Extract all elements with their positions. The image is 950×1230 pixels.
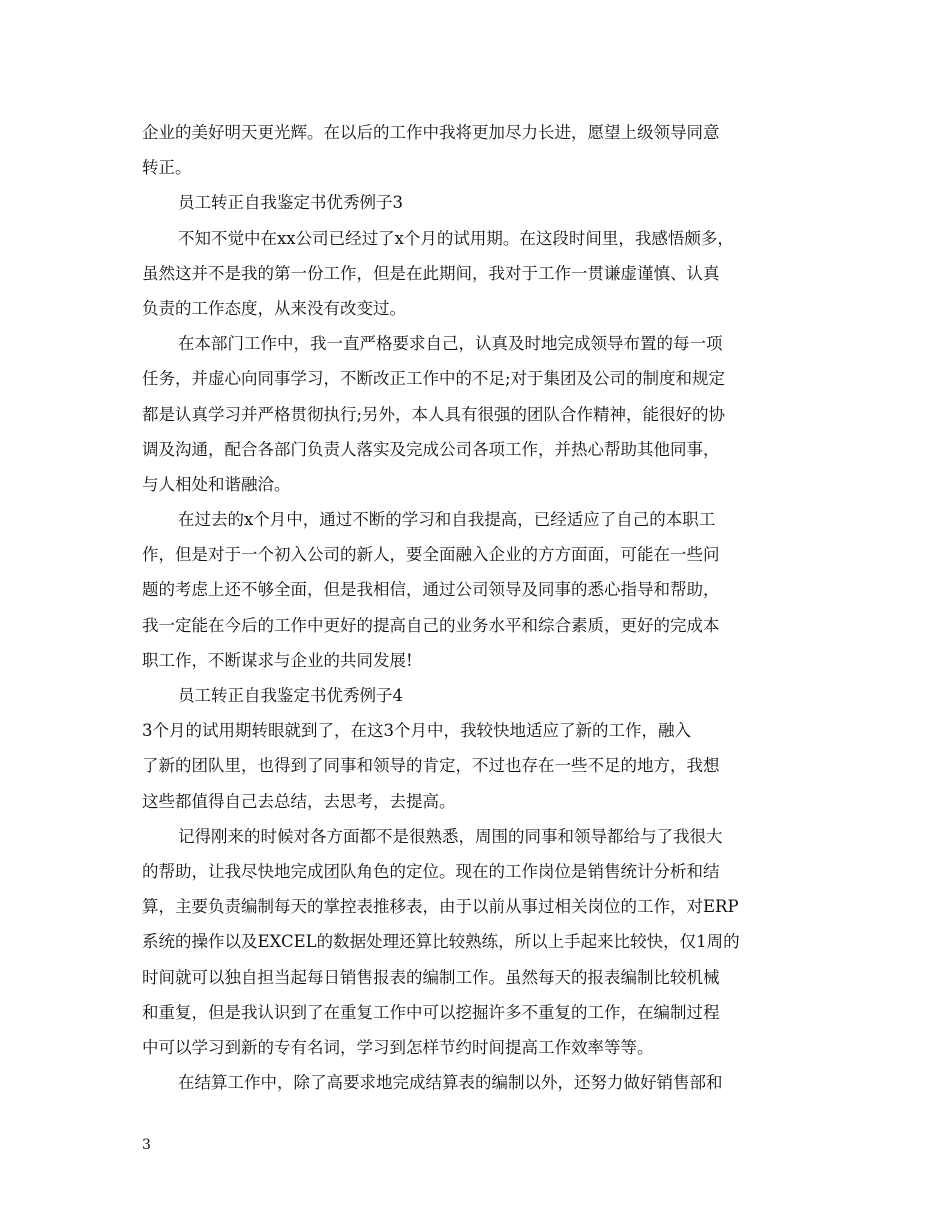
text-line: 算，主要负责编制每天的掌控表推移表，由于以前从事过相关岗位的工作，对ERP xyxy=(142,897,739,917)
text-line: 时间就可以独自担当起每日销售报表的编制工作。虽然每天的报表编制比较机械 xyxy=(142,967,720,987)
text-line: 负责的工作态度，从来没有改变过。 xyxy=(142,298,406,318)
text-line: 这些都值得自己去总结，去思考，去提高。 xyxy=(142,791,456,811)
text-line: 系统的操作以及EXCEL的数据处理还算比较熟练，所以上手起来比较快，仅1周的 xyxy=(142,932,740,952)
text-line: 企业的美好明天更光辉。在以后的工作中我将更加尽力长进，愿望上级领导同意 xyxy=(142,123,720,142)
page-number: 3 xyxy=(142,1137,151,1153)
text-line: 在过去的x个月中，通过不断的学习和自我提高，已经适应了自己的本职工 xyxy=(178,510,716,530)
text-line: 3个月的试用期转眼就到了，在这3个月中，我较快地适应了新的工作，融入 xyxy=(142,721,691,741)
text-line: 与人相处和谐融洽。 xyxy=(142,474,291,494)
text-line: 员工转正自我鉴定书优秀例子3 xyxy=(178,193,403,213)
text-line: 中可以学习到新的专有名词，学习到怎样节约时间提高工作效率等等。 xyxy=(142,1037,654,1057)
text-line: 虽然这并不是我的第一份工作，但是在此期间，我对于工作一贯谦虚谨慎、认真 xyxy=(142,263,720,283)
text-line: 在本部门工作中，我一直严格要求自己，认真及时地完成领导布置的每一项 xyxy=(178,334,723,354)
text-line: 任务，并虚心向同事学习，不断改正工作中的不足;对于集团及公司的制度和规定 xyxy=(142,369,726,389)
text-line: 题的考虑上还不够全面，但是我相信，通过公司领导及同事的悉心指导和帮助， xyxy=(142,580,720,600)
text-line: 和重复，但是我认识到了在重复工作中可以挖掘许多不重复的工作，在编制过程 xyxy=(142,1002,720,1022)
text-line: 了新的团队里，也得到了同事和领导的肯定，不过也存在一些不足的地方，我想 xyxy=(142,756,720,776)
text-line: 我一定能在今后的工作中更好的提高自己的业务水平和综合素质，更好的完成本 xyxy=(142,615,720,635)
text-line: 都是认真学习并严格贯彻执行;另外，本人具有很强的团队合作精神，能很好的协 xyxy=(142,404,726,424)
text-line: 记得刚来的时候对各方面都不是很熟悉，周围的同事和领导都给与了我很大 xyxy=(178,826,723,846)
text-line: 职工作，不断谋求与企业的共同发展! xyxy=(142,650,413,670)
text-line: 调及沟通，配合各部门负责人落实及完成公司各项工作，并热心帮助其他同事， xyxy=(142,439,720,459)
text-line: 员工转正自我鉴定书优秀例子4 xyxy=(178,686,403,705)
text-line: 在结算工作中，除了高要求地完成结算表的编制以外，还努力做好销售部和 xyxy=(178,1073,723,1093)
text-line: 不知不觉中在xx公司已经过了x个月的试用期。在这段时间里，我感悟颇多， xyxy=(178,228,734,248)
text-line: 转正。 xyxy=(142,158,192,178)
text-line: 的帮助，让我尽快地完成团队角色的定位。现在的工作岗位是销售统计分析和结 xyxy=(142,861,720,881)
document-body xyxy=(142,115,812,1100)
text-line: 作，但是对于一个初入公司的新人，要全面融入企业的方方面面，可能在一些问 xyxy=(142,545,720,565)
